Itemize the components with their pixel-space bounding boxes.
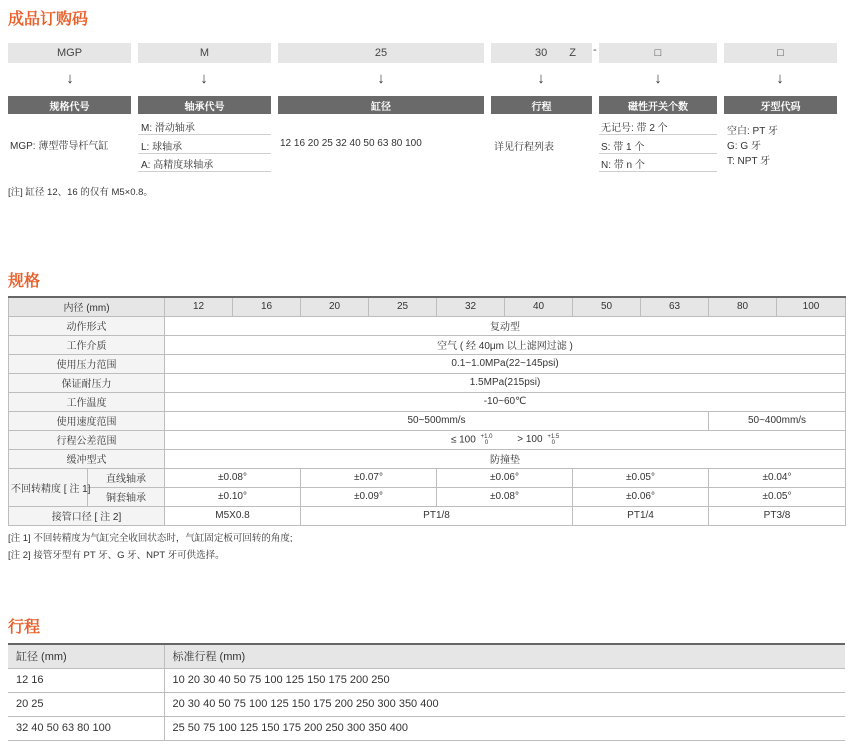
pressure-value: 0.1~1.0MPa(22~145psi) (165, 354, 846, 373)
table-row (8, 692, 845, 716)
ordering-title: 成品订购码 (8, 11, 89, 28)
table-row (9, 373, 846, 392)
switch-desc-n: N: 带 n 个 (601, 160, 645, 171)
stroke-bore: 20 25 (8, 692, 164, 716)
divider (138, 171, 271, 172)
header-switch: 磁性开关个数 (599, 96, 717, 114)
stroke-values: 20 30 40 50 75 100 125 150 175 200 250 300 350 400 (164, 692, 845, 716)
arrow-down-icon: ↓ (654, 70, 662, 87)
divider (138, 153, 271, 154)
arrow-down-icon: ↓ (537, 70, 545, 87)
switch-desc-s: S: 带 1 个 (601, 142, 645, 153)
bearing-desc-l: L: 球轴承 (141, 142, 183, 153)
bore-cell: 50 (573, 297, 641, 316)
table-row (9, 468, 846, 487)
table-row (9, 411, 846, 430)
header-stroke: 行程 (491, 96, 592, 114)
table-row (9, 335, 846, 354)
table-row (9, 506, 846, 525)
stroke-values: 25 50 75 100 125 150 175 200 250 300 350 400 (164, 716, 845, 740)
thread-desc-pt: 空白: PT 牙 (727, 126, 778, 137)
port-value: PT1/4 (573, 506, 709, 525)
action-value: 复动型 (165, 316, 846, 335)
tolerance-label: 行程公差范围 (9, 430, 165, 449)
tol-b-sup: +1.5 (547, 433, 560, 440)
code-stroke-box (491, 43, 592, 63)
table-row (8, 644, 845, 668)
medium-label: 工作介质 (9, 335, 165, 354)
linear-label: 直线轴承 (88, 468, 165, 487)
specs-title: 规格 (8, 273, 41, 290)
bore-cell: 40 (505, 297, 573, 316)
port-value: M5X0.8 (165, 506, 301, 525)
linear-value: ±0.05° (573, 468, 709, 487)
spec-table (8, 296, 846, 526)
table-row (9, 392, 846, 411)
stroke-col-bore: 缸径 (mm) (8, 644, 164, 668)
bore-cell: 100 (777, 297, 846, 316)
code-z: Z (569, 47, 576, 59)
bore-cell: 20 (301, 297, 369, 316)
tol-b-sub: 0 (551, 439, 555, 446)
header-bore: 缸径 (278, 96, 484, 114)
switch-desc-none: 无记号: 带 2 个 (601, 123, 668, 134)
table-row (9, 449, 846, 468)
bore-cell: 25 (369, 297, 437, 316)
bushing-value: ±0.09° (301, 487, 437, 506)
bore-cell: 12 (165, 297, 233, 316)
arrow-down-icon: ↓ (200, 70, 208, 87)
code-thread: □ (724, 43, 837, 63)
bore-desc: 12 16 20 25 32 40 50 63 80 100 (280, 138, 422, 149)
cushion-value: 防撞垫 (165, 449, 846, 468)
ordering-note: [注] 缸径 12、16 的仅有 M5×0.8。 (8, 187, 153, 198)
table-row (9, 316, 846, 335)
divider (138, 134, 271, 135)
cushion-label: 缓冲型式 (9, 449, 165, 468)
bore-cell: 63 (641, 297, 709, 316)
stroke-values: 10 20 30 40 50 75 100 125 150 175 200 250 (164, 668, 845, 692)
code-dash: - (593, 44, 597, 56)
header-bearing: 轴承代号 (138, 96, 271, 114)
thread-desc-g: G: G 牙 (727, 141, 761, 152)
tol-a-sup: +1.0 (480, 433, 493, 440)
temp-value: -10~60℃ (165, 392, 846, 411)
temp-label: 工作温度 (9, 392, 165, 411)
bore-cell: 80 (709, 297, 777, 316)
linear-value: ±0.08° (165, 468, 301, 487)
speed-value-b: 50~400mm/s (709, 411, 846, 430)
action-label: 动作形式 (9, 316, 165, 335)
header-series: 规格代号 (8, 96, 131, 114)
spec-note-2: [注 2] 接管牙型有 PT 牙、G 牙、NPT 牙可供选择。 (8, 550, 225, 561)
port-value: PT3/8 (709, 506, 846, 525)
linear-value: ±0.04° (709, 468, 846, 487)
linear-value: ±0.07° (301, 468, 437, 487)
stroke-col-standard: 标准行程 (mm) (164, 644, 845, 668)
thread-desc-npt: T: NPT 牙 (727, 156, 771, 167)
speed-label: 使用速度范围 (9, 411, 165, 430)
tol-b-base: > 100 (517, 434, 543, 446)
code-series: MGP (8, 43, 131, 63)
bearing-desc-m: M: 滑动轴承 (141, 123, 195, 134)
stroke-bore: 12 16 (8, 668, 164, 692)
code-stroke: 30 (535, 47, 548, 59)
table-row (9, 430, 846, 449)
tol-a-sub: 0 (484, 439, 489, 446)
nonrot-label: 不回转精度 [ 注 1] (9, 468, 88, 506)
code-bore: 25 (278, 43, 484, 63)
linear-value: ±0.06° (437, 468, 573, 487)
arrow-down-icon: ↓ (66, 70, 74, 87)
bushing-label: 铜套轴承 (88, 487, 165, 506)
table-row (9, 297, 846, 316)
pressure-label: 使用压力范围 (9, 354, 165, 373)
spec-note-1: [注 1] 不回转精度为气缸完全收回状态时，气缸固定板可回转的角度; (8, 533, 293, 544)
divider (599, 171, 717, 172)
bushing-value: ±0.05° (709, 487, 846, 506)
tol-a-base: ≤ 100 (450, 434, 476, 446)
header-thread: 牙型代码 (724, 96, 837, 114)
strokes-title: 行程 (8, 619, 41, 636)
bushing-value: ±0.10° (165, 487, 301, 506)
proof-value: 1.5MPa(215psi) (165, 373, 846, 392)
medium-value: 空气 ( 经 40μm 以上滤网过滤 ) (165, 335, 846, 354)
bushing-value: ±0.06° (573, 487, 709, 506)
bore-cell: 32 (437, 297, 505, 316)
table-row (9, 487, 846, 506)
bearing-desc-a: A: 高精度球轴承 (141, 160, 214, 171)
bore-label: 内径 (mm) (9, 297, 165, 316)
bore-cell: 16 (233, 297, 301, 316)
bushing-value: ±0.08° (437, 487, 573, 506)
speed-value-a: 50~500mm/s (165, 411, 709, 430)
tol-a-fraction (481, 434, 493, 446)
stroke-bore: 32 40 50 63 80 100 (8, 716, 164, 740)
divider (599, 153, 717, 154)
series-desc: MGP: 薄型带导杆气缸 (10, 141, 109, 152)
stroke-desc: 详见行程列表 (494, 142, 554, 153)
table-row (8, 716, 845, 740)
port-label: 接管口径 [ 注 2] (9, 506, 165, 525)
stroke-table (8, 643, 845, 741)
proof-label: 保证耐压力 (9, 373, 165, 392)
port-value: PT1/8 (301, 506, 573, 525)
code-switch: □ (599, 43, 717, 63)
tolerance-value (165, 430, 846, 449)
table-row (8, 668, 845, 692)
arrow-down-icon: ↓ (776, 70, 784, 87)
tol-b-fraction (547, 434, 559, 446)
code-bearing: M (138, 43, 271, 63)
table-row (9, 354, 846, 373)
arrow-down-icon: ↓ (377, 70, 385, 87)
divider (599, 134, 717, 135)
